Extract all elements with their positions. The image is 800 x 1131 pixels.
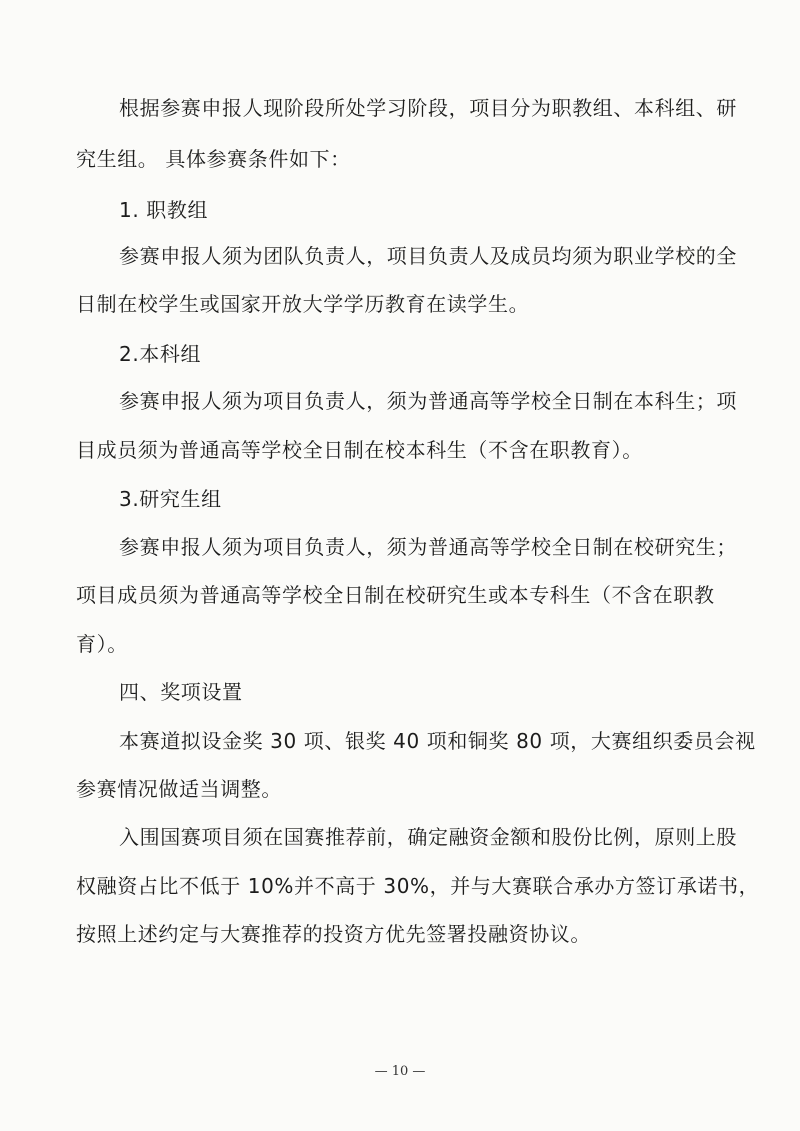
body-text-line: 入围国赛项目须在国赛推荐前，确定融资金额和股份比例，原则上股	[119, 825, 737, 849]
section-heading: 四、奖项设置	[119, 680, 243, 704]
body-text-line: 本赛道拟设金奖 30 项、银奖 40 项和铜奖 80 项，大赛组织委员会视	[119, 729, 756, 753]
body-text-line: 育）。	[76, 632, 128, 656]
body-text-line: 参赛情况做适当调整。	[76, 777, 282, 801]
body-text-line: 参赛申报人须为项目负责人，须为普通高等学校全日制在校研究生；	[119, 535, 737, 559]
page-number: — 10 —	[374, 1064, 426, 1079]
body-text-line: 项目成员须为普通高等学校全日制在校研究生或本专科生（不含在职教	[76, 583, 715, 607]
section-heading: 3.研究生组	[119, 487, 222, 511]
body-text-line: 参赛申报人须为项目负责人，须为普通高等学校全日制在本科生；项	[119, 389, 737, 413]
body-text-line: 日制在校学生或国家开放大学学历教育在读学生。	[76, 292, 530, 316]
body-text-line: 权融资占比不低于 10%并不高于 30%，并与大赛联合承办方签订承诺书，	[76, 874, 760, 898]
body-text-line: 按照上述约定与大赛推荐的投资方优先签署投融资协议。	[76, 922, 591, 946]
body-text-line: 目成员须为普通高等学校全日制在校本科生（不含在职教育）。	[76, 438, 643, 462]
section-heading: 2.本科组	[119, 342, 202, 366]
body-text-line: 参赛申报人须为团队负责人，项目负责人及成员均须为职业学校的全	[119, 244, 737, 268]
body-text-line: 究生组。 具体参赛条件如下：	[76, 147, 351, 171]
section-heading: 1. 职教组	[119, 198, 209, 222]
body-text-line: 根据参赛申报人现阶段所处学习阶段，项目分为职教组、本科组、研	[119, 96, 737, 120]
